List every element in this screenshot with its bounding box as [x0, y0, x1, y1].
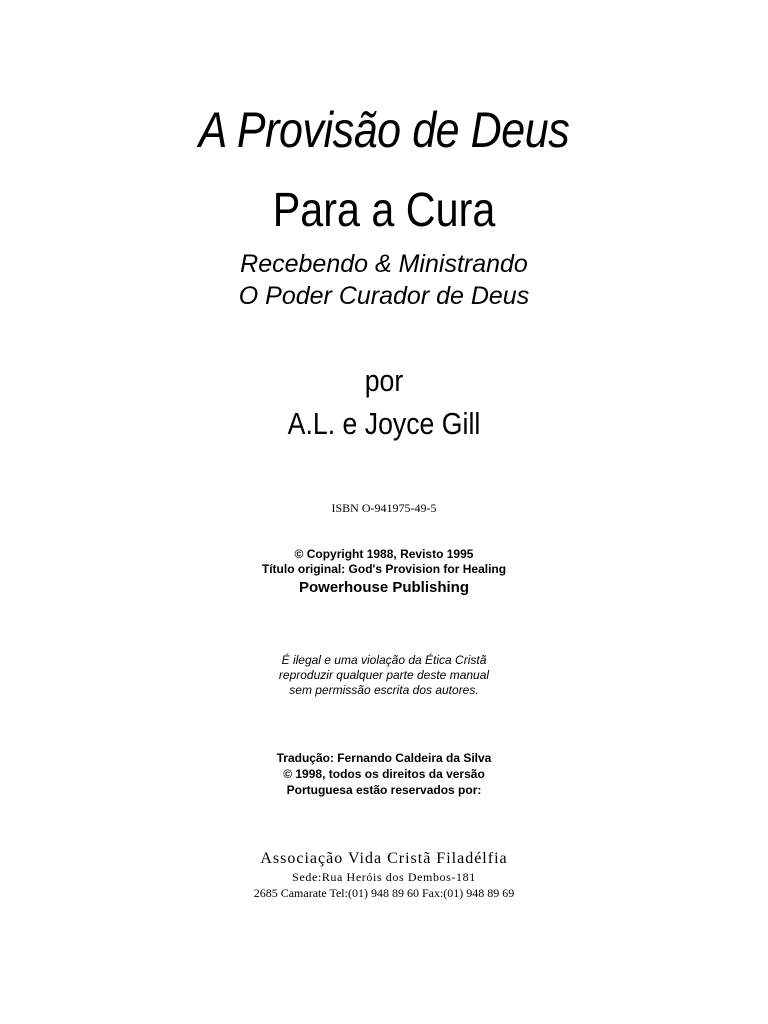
publisher-name: Powerhouse Publishing — [298, 579, 470, 596]
book-title-line2: Para a Cura — [272, 184, 496, 237]
legal-notice-line: reproduzir qualquer parte deste manual — [278, 668, 490, 682]
book-title-line1: A Provisão de Deus — [198, 102, 570, 158]
translation-notice — [0, 750, 768, 798]
subtitle-line1: Recebendo & Ministrando — [240, 250, 528, 278]
translation-line: © 1998, todos os direitos da versão — [283, 767, 485, 781]
author-names: A.L. e Joyce Gill — [287, 406, 481, 441]
byline-por: por — [364, 363, 404, 398]
legal-notice — [0, 653, 768, 698]
organization-name: Associação Vida Cristã Filadélfia — [260, 850, 508, 867]
legal-notice-line: É ilegal e uma violação da Ética Cristã — [281, 653, 487, 667]
subtitle-line2: O Poder Curador de Deus — [238, 282, 530, 310]
legal-notice-line: sem permissão escrita dos autores. — [289, 683, 479, 697]
isbn-number: ISBN O-941975-49-5 — [331, 501, 437, 515]
copyright-line: © Copyright 1988, Revisto 1995 — [294, 547, 474, 561]
translation-line: Portuguesa estão reservados por: — [286, 783, 482, 797]
translation-line: Tradução: Fernando Caldeira da Silva — [276, 751, 492, 765]
organization-address-line1: Sede:Rua Heróis dos Dembos-181 — [292, 870, 476, 884]
organization-address-line2: 2685 Camarate Tel:(01) 948 89 60 Fax:(01) 948 89 69 — [253, 886, 515, 900]
original-title-line: Título original: God's Provision for Healing — [261, 562, 507, 576]
